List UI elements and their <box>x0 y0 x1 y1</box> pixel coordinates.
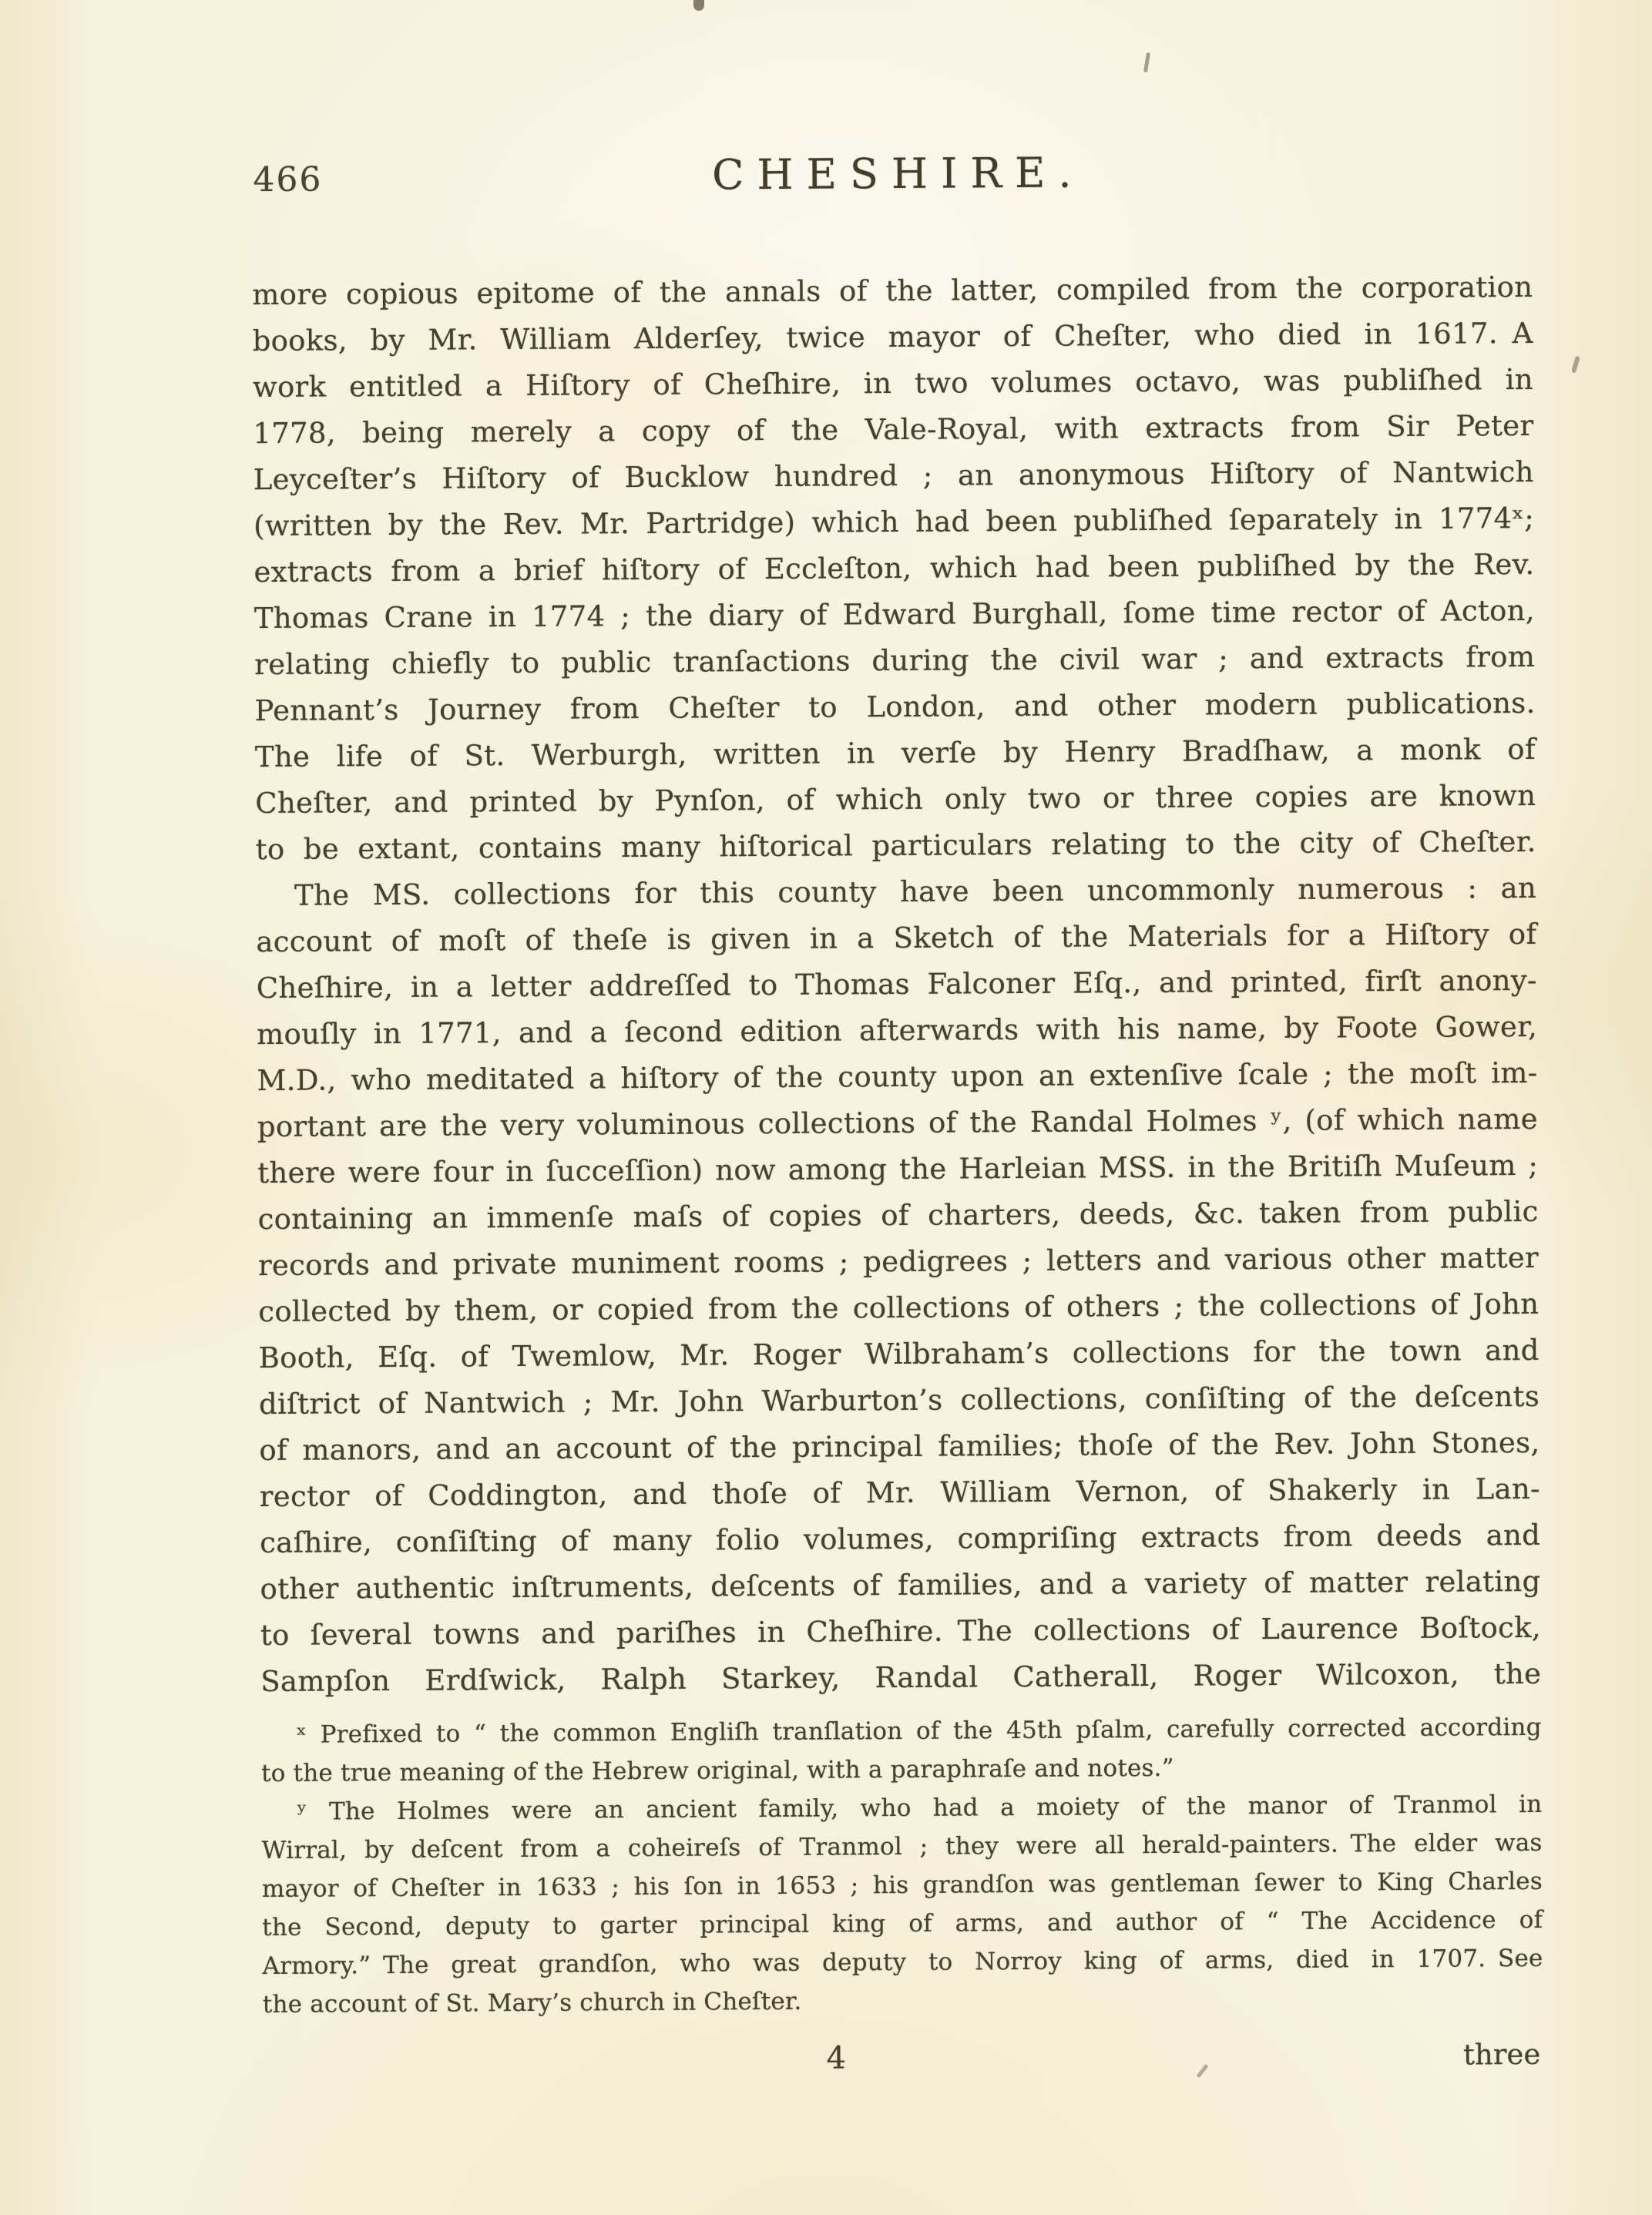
footnotes-section <box>261 1708 1543 2024</box>
scan-artifact <box>1571 356 1580 374</box>
text-line: 1778, being merely a copy of the Vale-Royal, with extracts from Sir Peter <box>253 408 1534 451</box>
text-line: containing an immenſe maſs of copies of charters, deeds, &c. taken from public <box>257 1194 1539 1237</box>
text-line: The life of St. Werburgh, written in verſe by Henry Bradſhaw, a monk of <box>254 732 1536 774</box>
main-text <box>252 264 1541 1705</box>
text-line: mayor of Cheſter in 1633 ; his ſon in 1653 ; his grandſon was gentleman ſewer to King Charles <box>261 1867 1543 1904</box>
text-line: extracts from a brief hiſtory of Eccleſton, which had been publiſhed by the Rev. <box>254 547 1535 589</box>
text-line: work entitled a Hiſtory of Cheſhire, in two volumes octavo, was publiſhed in <box>252 362 1534 404</box>
text-line: diſtrict of Nantwich ; Mr. John Warburton’s collections, conſiſting of the deſcents <box>258 1379 1540 1421</box>
text-line: Thomas Crane in 1774 ; the diary of Edward Burghall, ſome time rector of Acton, <box>254 593 1535 636</box>
text-line: Sampſon Erdſwick, Ralph Starkey, Randal Catherall, Roger Wilcoxon, the <box>260 1656 1542 1699</box>
text-line: Cheſhire, in a letter addreſſed to Thomas Falconer Eſq., and printed, firſt anony- <box>256 963 1537 1005</box>
text-line: ʸ The Holmes were an ancient family, who had a moiety of the manor of Tranmol in <box>297 1790 1543 1826</box>
paragraph <box>256 865 1542 1705</box>
text-line: account of moſt of theſe is given in a Sketch of the Materials for a Hiſtory of <box>256 917 1537 959</box>
paragraph <box>252 264 1536 873</box>
text-line: Booth, Eſq. of Twemlow, Mr. Roger Wilbraham’s collections for the town and <box>258 1333 1540 1375</box>
text-line: Leyceſter’s Hiſtory of Bucklow hundred ; an anonymous Hiſtory of Nantwich <box>253 455 1534 497</box>
text-line: (written by the Rev. Mr. Partridge) which had been publiſhed ſeparately in 1774ˣ; <box>253 501 1535 543</box>
text-line: The MS. collections for this county have been uncommonly numerous : an <box>294 871 1537 912</box>
text-line: records and private muniment rooms ; pedigrees ; letters and various other matter <box>257 1240 1540 1283</box>
text-line: Cheſter, and printed by Pynſon, of which only two or three copies are known <box>255 778 1536 821</box>
footnote-x <box>261 1708 1543 1793</box>
text-line: Pennant’s Journey from Cheſter to London, and other modern publications. <box>254 686 1536 728</box>
catchword: three <box>1462 2037 1541 2072</box>
signature-mark: 4 <box>826 2040 847 2076</box>
text-line: Wirral, by deſcent from a coheireſs of Tranmol ; they were all herald-painters. The elder was <box>261 1828 1543 1865</box>
folio-page-number: 466 <box>253 159 323 200</box>
text-line: collected by them, or copied from the collections of others ; the collections of John <box>258 1287 1540 1329</box>
text-line: more copious epitome of the annals of the latter, compiled from the corporation <box>252 270 1533 312</box>
text-line: books, by Mr. William Alderſey, twice mayor of Cheſter, who died in 1617. A <box>252 316 1533 358</box>
text-line: M.D., who meditated a hiſtory of the county upon an extenſive ſcale ; the moſt im- <box>257 1055 1538 1098</box>
text-line: mouſly in 1771, and a ſecond edition afterwards with his name, by Foote Gower, <box>257 1009 1538 1052</box>
text-line: caſhire, conſiſting of many folio volumes, compriſing extracts from deeds and <box>260 1518 1541 1560</box>
running-head-title: CHESHIRE. <box>711 148 1085 200</box>
text-line: of manors, and an account of the principal families; thoſe of the Rev. John Stones, <box>259 1425 1540 1468</box>
text-line: to be extant, contains many hiſtorical particulars relating to the city of Cheſter. <box>255 824 1536 867</box>
footnote-y <box>261 1785 1543 2024</box>
text-line: to the true meaning of the Hebrew original, with a paraphraſe and notes.” <box>260 1754 1174 1788</box>
text-line: to ſeveral towns and pariſhes in Cheſhire. The collections of Laurence Boſtock, <box>260 1610 1542 1653</box>
text-line: Armory.” The great grandſon, who was deputy to Norroy king of arms, died in 1707. See <box>262 1944 1543 1981</box>
text-line: there were four in ſucceſſion) now among the Harleian MSS. in the Britiſh Muſeum ; <box>257 1148 1539 1190</box>
text-line: rector of Coddington, and thoſe of Mr. William Vernon, of Shakerly in Lan- <box>259 1472 1540 1514</box>
text-line: relating chiefly to public tranſactions during the civil war ; and extracts from <box>254 639 1536 682</box>
text-line: the account of St. Mary’s church in Cheſter. <box>262 1987 802 2019</box>
text-line: the Second, deputy to garter principal king of arms, and author of “ The Accidence of <box>262 1905 1543 1942</box>
text-line: other authentic inſtruments, deſcents of families, and a variety of matter relating <box>260 1564 1541 1606</box>
text-line: portant are the very voluminous collections of the Randal Holmes ʸ, (of which name <box>257 1102 1538 1144</box>
page-content <box>250 0 1545 2215</box>
text-line: ˣ Prefixed to “ the common Engliſh tranſlation of the 45th pſalm, carefully corrected according <box>296 1713 1542 1749</box>
